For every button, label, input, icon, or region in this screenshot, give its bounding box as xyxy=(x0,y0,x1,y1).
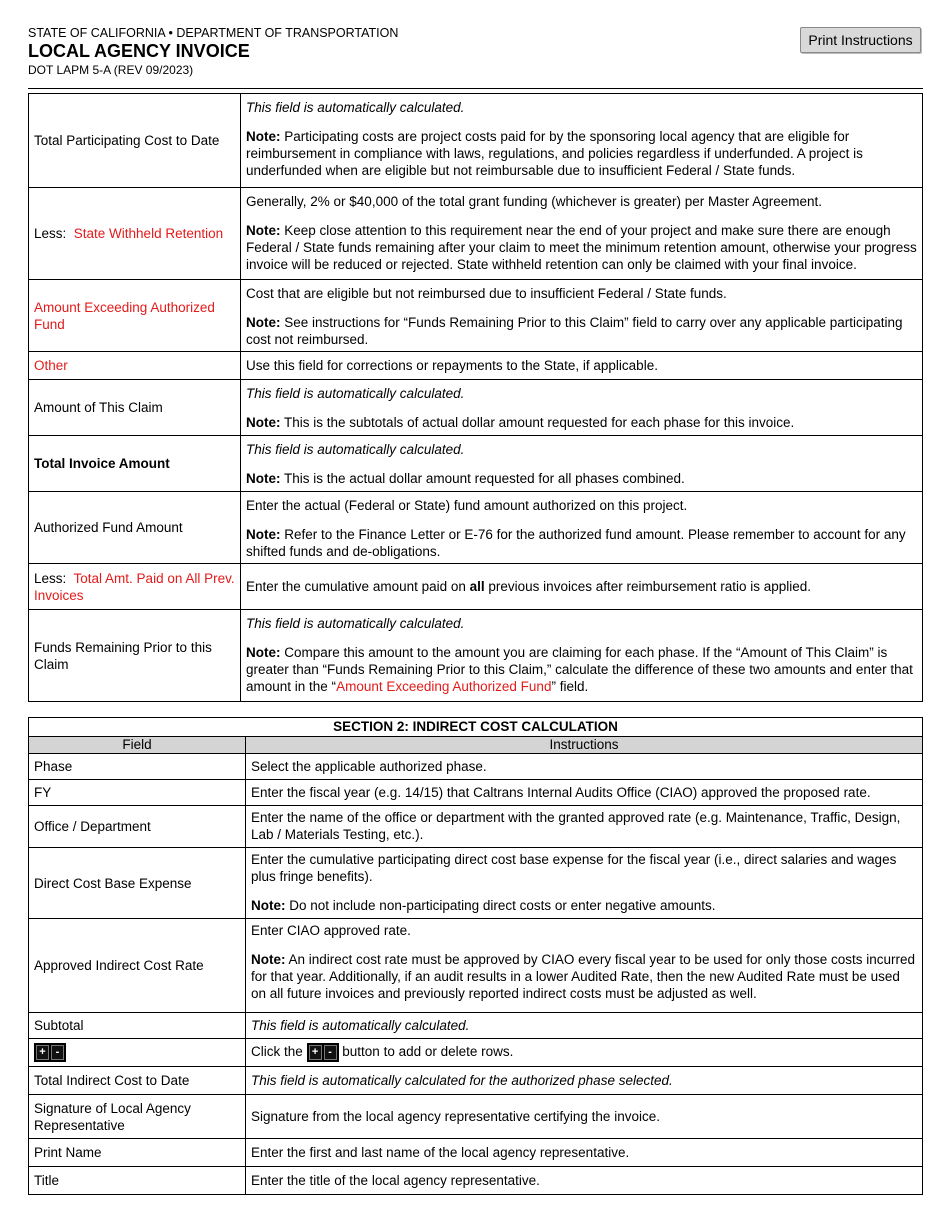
field-cell xyxy=(29,564,241,610)
add-delete-row-buttons xyxy=(34,1043,66,1062)
instruction-note xyxy=(246,526,917,560)
field-cell xyxy=(29,436,241,492)
note-text: ” field. xyxy=(551,679,589,694)
instruction-text: Click the xyxy=(251,1044,307,1060)
section-title: SECTION 2: INDIRECT COST CALCULATION xyxy=(29,718,923,737)
amount-exceeding-link[interactable]: Amount Exceeding Authorized Fund xyxy=(336,679,552,694)
column-header-field: Field xyxy=(29,737,246,754)
note-text: Participating costs are project costs paid for by the sponsoring local agency that are eligible for reimbursement in compliance with laws, regulations, and policies regardless if underfunded. A project is underfunded when are eligible but not reimbursable due to insufficient Federal / State funds. xyxy=(246,129,863,178)
table-row xyxy=(29,1067,923,1095)
field-cell: Direct Cost Base Expense xyxy=(29,848,246,919)
field-cell xyxy=(29,188,241,280)
table-row xyxy=(29,780,923,806)
table-row xyxy=(29,848,923,919)
table-row xyxy=(29,564,923,610)
instruction-text: This field is automatically calculated. xyxy=(246,616,465,631)
instruction-text: Enter the cumulative participating direct cost base expense for the fiscal year (i.e., direct salaries and wages plus fringe benefits). xyxy=(251,852,897,884)
note-label: Note: xyxy=(246,415,281,430)
field-cell: Title xyxy=(29,1167,246,1195)
instruction-note xyxy=(246,414,917,431)
instruction-cell xyxy=(246,919,923,1013)
instruction-cell xyxy=(241,280,923,352)
note-label: Note: xyxy=(246,315,281,330)
note-text: See instructions for “Funds Remaining Prior to this Claim” field to carry over any applicable participating cost not reimbursed. xyxy=(246,315,903,347)
field-cell: Subtotal xyxy=(29,1013,246,1039)
instruction-note xyxy=(251,897,917,914)
plus-icon: + xyxy=(309,1045,322,1060)
form-number: DOT LAPM 5-A (REV 09/2023) xyxy=(28,63,194,77)
page-title: LOCAL AGENCY INVOICE xyxy=(28,41,250,61)
field-cell xyxy=(29,1039,246,1067)
instruction-text: Enter the cumulative amount paid on xyxy=(246,579,470,594)
table-row xyxy=(29,1039,923,1067)
instruction-emphasis: all xyxy=(469,579,485,594)
table-row xyxy=(29,94,923,188)
note-label: Note: xyxy=(246,223,281,238)
instruction-note xyxy=(246,644,917,695)
table-row xyxy=(29,1167,923,1195)
field-cell: Total Participating Cost to Date xyxy=(29,94,241,188)
field-cell: Total Indirect Cost to Date xyxy=(29,1067,246,1095)
minus-icon: - xyxy=(324,1045,337,1060)
instruction-text: Cost that are eligible but not reimbursed due to insufficient Federal / State funds. xyxy=(246,286,727,301)
instruction-cell: Enter the fiscal year (e.g. 14/15) that Caltrans Internal Audits Office (CIAO) approved the proposed rate. xyxy=(246,780,923,806)
delete-row-button[interactable]: - xyxy=(51,1045,64,1060)
table-row xyxy=(29,806,923,848)
field-cell: Print Name xyxy=(29,1139,246,1167)
instruction-text: Generally, 2% or $40,000 of the total grant funding (whichever is greater) per Master Agreement. xyxy=(246,194,823,209)
field-cell: Approved Indirect Cost Rate xyxy=(29,919,246,1013)
field-cell xyxy=(29,280,241,352)
note-text: This is the subtotals of actual dollar amount requested for each phase for this invoice. xyxy=(280,415,795,430)
table-row xyxy=(29,436,923,492)
note-label: Note: xyxy=(246,471,281,486)
note-label: Note: xyxy=(251,898,286,913)
table-row xyxy=(29,280,923,352)
table-row xyxy=(29,754,923,780)
section1-instructions-table xyxy=(28,93,923,702)
instruction-note xyxy=(251,951,917,1002)
instruction-text: previous invoices after reimbursement ratio is applied. xyxy=(484,579,812,594)
instruction-cell: Signature from the local agency representative certifying the invoice. xyxy=(246,1095,923,1139)
add-delete-icon xyxy=(307,1043,339,1062)
instruction-text: This field is automatically calculated. xyxy=(246,442,465,457)
note-label: Note: xyxy=(246,527,281,542)
field-cell: Authorized Fund Amount xyxy=(29,492,241,564)
table-row xyxy=(29,188,923,280)
instruction-cell xyxy=(241,436,923,492)
section2-indirect-cost-table xyxy=(28,717,923,1195)
instruction-text: This field is automatically calculated. xyxy=(246,386,465,401)
table-row xyxy=(29,1013,923,1039)
instruction-text: Enter the actual (Federal or State) fund amount authorized on this project. xyxy=(246,498,688,513)
agency-name: STATE OF CALIFORNIA • DEPARTMENT OF TRANSPORTATION xyxy=(28,26,399,40)
column-header-instructions: Instructions xyxy=(246,737,923,754)
instruction-cell xyxy=(241,188,923,280)
field-prefix: Less: xyxy=(34,570,74,586)
instruction-cell: This field is automatically calculated. xyxy=(246,1013,923,1039)
instruction-cell xyxy=(246,1039,923,1067)
field-cell: Amount of This Claim xyxy=(29,380,241,436)
instruction-cell xyxy=(241,380,923,436)
table-row xyxy=(29,492,923,564)
instruction-cell xyxy=(241,492,923,564)
instruction-note xyxy=(246,222,917,273)
instruction-cell: This field is automatically calculated for the authorized phase selected. xyxy=(246,1067,923,1095)
add-row-button[interactable]: + xyxy=(36,1045,49,1060)
instruction-cell xyxy=(241,94,923,188)
instruction-cell xyxy=(241,564,923,610)
note-label: Note: xyxy=(251,952,286,967)
column-header-row xyxy=(29,737,923,754)
instruction-cell: Enter the title of the local agency representative. xyxy=(246,1167,923,1195)
table-row xyxy=(29,919,923,1013)
instruction-text: Enter CIAO approved rate. xyxy=(251,923,411,938)
field-cell: Phase xyxy=(29,754,246,780)
instruction-cell: Enter the first and last name of the local agency representative. xyxy=(246,1139,923,1167)
field-cell: Office / Department xyxy=(29,806,246,848)
table-row xyxy=(29,352,923,380)
note-text: Do not include non-participating direct costs or enter negative amounts. xyxy=(285,898,716,913)
field-cell: Funds Remaining Prior to this Claim xyxy=(29,610,241,702)
print-instructions-button[interactable]: Print Instructions xyxy=(800,27,921,53)
field-link[interactable]: Other xyxy=(34,358,68,373)
field-cell: Signature of Local Agency Representative xyxy=(29,1095,246,1139)
instruction-cell xyxy=(241,610,923,702)
field-link[interactable]: Total Amt. Paid on All Prev. Invoices xyxy=(34,570,235,603)
instruction-cell: Use this field for corrections or repayments to the State, if applicable. xyxy=(241,352,923,380)
field-link[interactable]: Amount Exceeding Authorized Fund xyxy=(34,299,215,332)
table-row xyxy=(29,1139,923,1167)
field-prefix: Less: xyxy=(34,226,74,241)
table-row xyxy=(29,380,923,436)
instruction-note xyxy=(246,314,917,348)
table-row xyxy=(29,610,923,702)
instruction-text: button to add or delete rows. xyxy=(338,1044,514,1060)
field-label: Total Invoice Amount xyxy=(34,456,170,471)
note-label: Note: xyxy=(246,645,281,660)
instruction-text: This field is automatically calculated. xyxy=(246,100,465,115)
field-cell: FY xyxy=(29,780,246,806)
instruction-note xyxy=(246,128,917,179)
section-title-row xyxy=(29,718,923,737)
note-text: Keep close attention to this requirement near the end of your project and make sure there are enough Federal / State funds remaining after your claim to meet the minimum retention amount, otherwise your progress invoice will be reduced or rejected. State withheld retention can only be claimed with your final invoice. xyxy=(246,223,917,272)
instruction-cell: Select the applicable authorized phase. xyxy=(246,754,923,780)
instruction-cell: Enter the name of the office or department with the granted approved rate (e.g. Maintenance, Traffic, Design, Lab / Materials Testing, etc.). xyxy=(246,806,923,848)
form-header xyxy=(28,26,398,78)
field-cell xyxy=(29,352,241,380)
instruction-note xyxy=(246,470,917,487)
field-link[interactable]: State Withheld Retention xyxy=(73,226,224,241)
note-label: Note: xyxy=(246,129,281,144)
note-text: Compare this amount to the amount you are claiming for each phase. If the “Amount of This Claim” is greater than “Funds Remaining Prior to this Claim,” calculate the difference of these two amounts and enter that amount in the “ xyxy=(246,645,913,694)
note-text: An indirect cost rate must be approved by CIAO every fiscal year to be used for only those costs incurred for that year. Additionally, if an audit results in a lower Audited Rate, then the new Audited Rate must be used on all future invoices and previously reported indirect costs must be adjusted as well. xyxy=(251,952,916,1001)
instruction-cell xyxy=(246,848,923,919)
table-row xyxy=(29,1095,923,1139)
note-text: Refer to the Finance Letter or E-76 for the authorized fund amount. Please remember to account for any shifted funds and de-obligations. xyxy=(246,527,906,559)
header-divider xyxy=(28,88,923,89)
note-text: This is the actual dollar amount requested for all phases combined. xyxy=(280,471,685,486)
